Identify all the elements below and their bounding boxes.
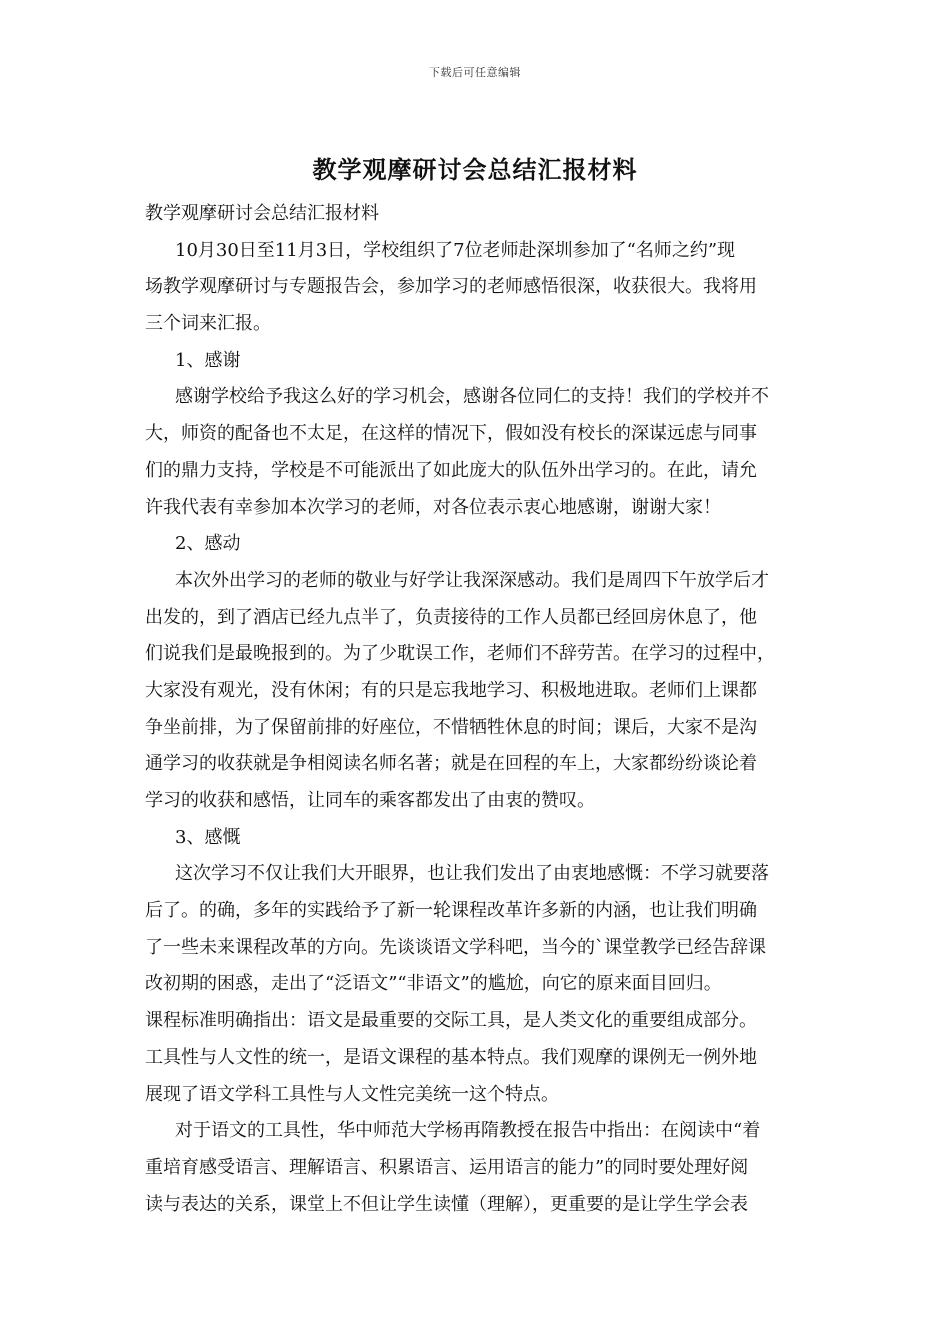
body-line: 本次外出学习的老师的敬业与好学让我深深感动。我们是周四下午放学后才: [175, 569, 769, 591]
document-body: [145, 196, 809, 1223]
body-line: 感谢学校给予我这么好的学习机会，感谢各位同仁的支持！我们的学校并不: [175, 386, 769, 408]
body-line: 改初期的困惑，走出了“泛语文”“非语文”的尴尬，向它的原来面目回归。: [145, 973, 722, 995]
body-line: 们的鼎力支持，学校是不可能派出了如此庞大的队伍外出学习的。在此，请允: [145, 459, 757, 481]
body-line: 争坐前排，为了保留前排的好座位，不惜牺牲休息的时间；课后，大家不是沟: [145, 716, 757, 738]
body-line: 教学观摩研讨会总结汇报材料: [145, 203, 379, 224]
body-line: 1、感谢: [175, 349, 241, 371]
body-line: 3、感慨: [175, 826, 241, 848]
body-line: 三个词来汇报。: [145, 313, 271, 335]
body-line: 场教学观摩研讨与专题报告会，参加学习的老师感悟很深，收获很大。我将用: [145, 276, 757, 298]
body-line: 后了。的确，多年的实践给予了新一轮课程改革许多新的内涵，也让我们明确: [145, 900, 757, 922]
body-line: 大，师资的配备也不太足，在这样的情况下，假如没有校长的深谋远虑与同事: [145, 423, 757, 445]
body-line: 大家没有观光，没有休闲；有的只是忘我地学习、积极地进取。老师们上课都: [145, 679, 757, 701]
body-line: 2、感动: [175, 533, 241, 555]
body-line: 重培育感受语言、理解语言、积累语言、运用语言的能力”的同时要处理好阅: [145, 1156, 749, 1178]
body-line: 这次学习不仅让我们大开眼界，也让我们发出了由衷地感慨：不学习就要落: [175, 863, 769, 885]
body-line: 学习的收获和感悟，让同车的乘客都发出了由衷的赞叹。: [145, 790, 595, 811]
body-line: 读与表达的关系，课堂上不但让学生读懂（理解），更重要的是让学生学会表: [145, 1193, 748, 1215]
body-line: 对于语文的工具性，华中师范大学杨再隋教授在报告中指出：在阅读中“着: [175, 1120, 761, 1142]
header-note: 下载后可任意编辑: [429, 66, 521, 79]
body-line: 展现了语文学科工具性与人文性完美统一这个特点。: [145, 1083, 559, 1105]
body-line: 了一些未来课程改革的方向。先谈谈语文学科吧，当今的`课堂教学已经告辞课: [145, 936, 766, 958]
body-line: 工具性与人文性的统一，是语文课程的基本特点。我们观摩的课例无一例外地: [145, 1046, 757, 1068]
body-line: 许我代表有幸参加本次学习的老师，对各位表示衷心地感谢，谢谢大家！: [145, 496, 721, 518]
body-line: 10月30日至11月3日，学校组织了7位老师赴深圳参加了“名师之约”现: [175, 239, 736, 261]
body-line: 们说我们是最晚报到的。为了少耽误工作，老师们不辞劳苦。在学习的过程中，: [145, 643, 775, 665]
document-title: 教学观摩研讨会总结汇报材料: [312, 155, 638, 184]
body-line: 通学习的收获就是争相阅读名师名著；就是在回程的车上，大家都纷纷谈论着: [145, 753, 757, 775]
body-line: 课程标准明确指出：语文是最重要的交际工具，是人类文化的重要组成部分。: [145, 1010, 757, 1032]
body-line: 出发的，到了酒店已经九点半了，负责接待的工作人员都已经回房休息了，他: [145, 606, 757, 628]
